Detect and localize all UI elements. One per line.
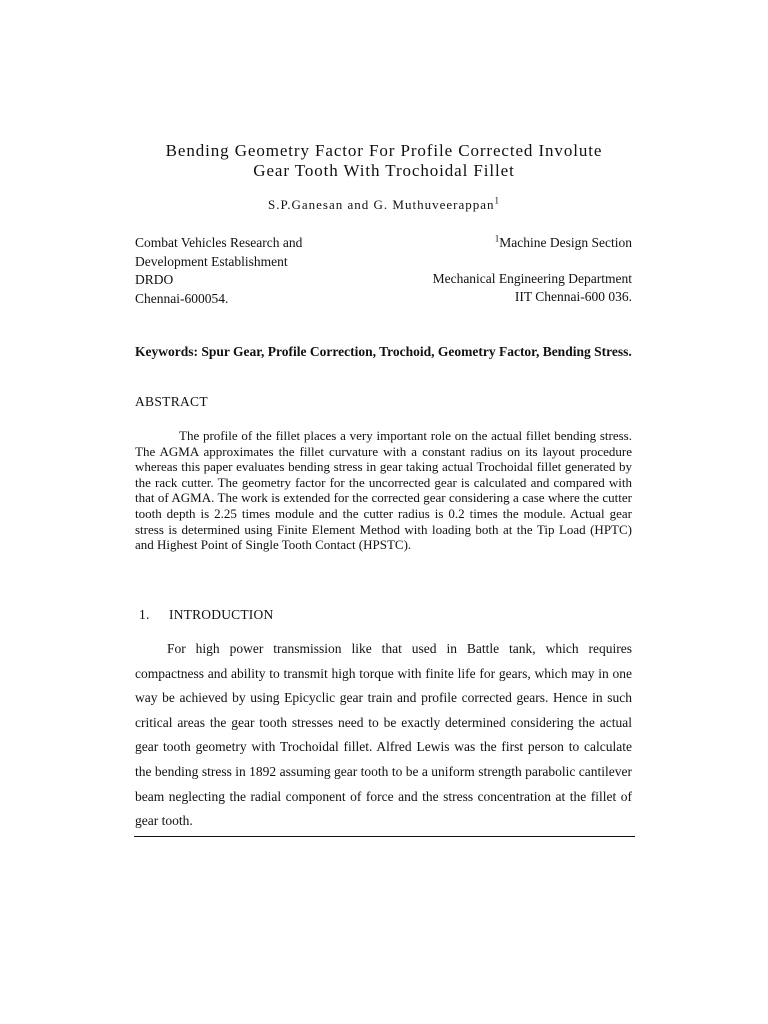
footnote-divider [134,836,635,837]
author-names: S.P.Ganesan and G. Muthuveerappan [267,197,495,212]
author-line [0,197,768,213]
introduction-body [135,637,632,834]
author-superscript: 1 [494,195,500,206]
section-heading-introduction [139,607,273,623]
affiliation-right [332,234,632,307]
abstract-body [135,428,632,553]
title-line-2: Gear Tooth With Trochoidal Fillet [253,161,515,180]
section-number: 1. [139,607,150,622]
introduction-text: For high power transmission like that used in Battle tank, which requires compactness and ability to transmit high torque with finite life for gears, which may in one way be achieved by using Epicyclic gear train and profile corrected gears. Hence in such critical areas the gear tooth stresses need to be exactly determined considering the actual gear tooth geometry with Trochoidal fillet. Alfred Lewis was the first person to calculate the bending stress in 1892 assuming gear tooth to be a uniform strength parabolic cantilever beam neglecting the radial component of force and the stress concentration at the fillet of gear tooth. [135,641,632,829]
abstract-text: The profile of the fillet places a very important role on the actual fillet bending stress. The AGMA approximates the fillet curvature with a constant radius on its layout procedure whereas this paper evaluates bending stress in gear taking actual Trochoidal fillet generated by the rack cutter. The geometry factor for the uncorrected gear is calculated and compared with that of AGMA. The work is extended for the corrected gear considering a case where the cutter tooth depth is 2.25 times module and the cutter radius is 0.2 times the module. Actual gear stress is determined using Finite Element Method with loading both at the Tip Load (HPTC) and Highest Point of Single Tooth Contact (HPSTC). [135,428,632,553]
affiliation-right-line-1: Machine Design Section [499,235,632,250]
keywords: Keywords: Spur Gear, Profile Correction, Trochoid, Geometry Factor, Bending Stress. [135,344,632,359]
affiliation-left-line-3: DRDO [135,272,174,287]
affiliation-left-line-1: Combat Vehicles Research and [135,235,303,250]
paper-title [0,141,768,181]
affiliation-superscript: 1 [494,233,500,244]
affiliation-left-line-2: Development Establishment [135,253,288,269]
title-line-1: Bending Geometry Factor For Profile Corrected Involute [165,141,603,160]
abstract-heading: ABSTRACT [135,394,208,409]
section-title: INTRODUCTION [169,607,274,622]
affiliation-right-line-2: Mechanical Engineering Department [432,270,632,286]
affiliation-right-line-3: IIT Chennai-600 036. [514,289,632,304]
affiliation-left-line-4: Chennai-600054. [135,290,229,306]
